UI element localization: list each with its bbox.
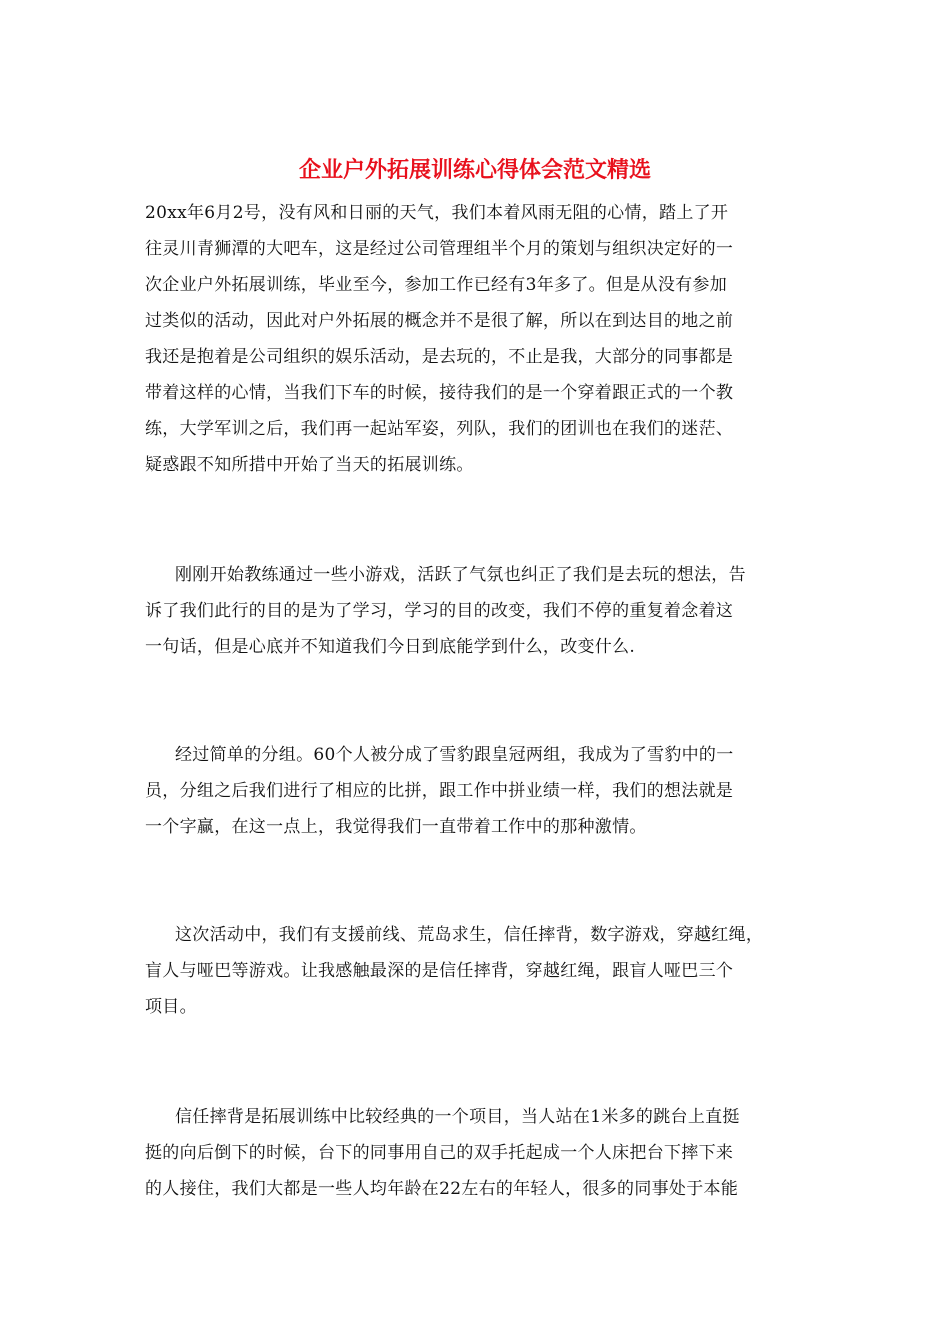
paragraph-4-line-2: 盲人与哑巴等游戏。让我感触最深的是信任摔背，穿越红绳，跟盲人哑巴三个: [145, 961, 734, 981]
paragraph-1-line-8: 疑惑跟不知所措中开始了当天的拓展训练。: [145, 455, 474, 475]
paragraph-2-line-1: 刚刚开始教练通过一些小游戏，活跃了气氛也纠正了我们是去玩的想法，告: [175, 565, 746, 585]
paragraph-3-line-3: 一个字赢，在这一点上，我觉得我们一直带着工作中的那种激情。: [145, 817, 647, 837]
paragraph-2-line-2: 诉了我们此行的目的是为了学习，学习的目的改变，我们不停的重复着念着这: [145, 601, 734, 621]
paragraph-5-line-1: 信任摔背是拓展训练中比较经典的一个项目，当人站在1米多的跳台上直挺: [175, 1107, 740, 1127]
paragraph-4-line-1: 这次活动中，我们有支援前线、荒岛求生，信任摔背，数字游戏，穿越红绳，: [175, 925, 764, 945]
paragraph-5-line-2: 挺的向后倒下的时候，台下的同事用自己的双手托起成一个人床把台下摔下来: [145, 1143, 734, 1163]
paragraph-4-line-3: 项目。: [145, 997, 197, 1017]
document-title: 企业户外拓展训练心得体会范文精选: [298, 157, 651, 183]
paragraph-1-line-1: 20xx年6月2号，没有风和日丽的天气，我们本着风雨无阻的心情，踏上了开: [145, 203, 729, 223]
paragraph-1-line-3: 次企业户外拓展训练，毕业至今，参加工作已经有3年多了。但是从没有参加: [145, 275, 728, 295]
paragraph-1-line-5: 我还是抱着是公司组织的娱乐活动，是去玩的，不止是我，大部分的同事都是: [145, 347, 734, 367]
paragraph-1-line-6: 带着这样的心情，当我们下车的时候，接待我们的是一个穿着跟正式的一个教: [145, 383, 734, 403]
paragraph-3-line-2: 员，分组之后我们进行了相应的比拼，跟工作中拼业绩一样，我们的想法就是: [145, 781, 734, 801]
paragraph-1-line-7: 练，大学军训之后，我们再一起站军姿，列队，我们的团训也在我们的迷茫、: [145, 419, 734, 439]
paragraph-5-line-3: 的人接住，我们大都是一些人均年龄在22左右的年轻人，很多的同事处于本能: [145, 1179, 739, 1199]
paragraph-2-line-3: 一句话，但是心底并不知道我们今日到底能学到什么，改变什么.: [145, 637, 636, 657]
paragraph-3-line-1: 经过简单的分组。60个人被分成了雪豹跟皇冠两组，我成为了雪豹中的一: [175, 745, 734, 765]
paragraph-1-line-2: 往灵川青狮潭的大吧车，这是经过公司管理组半个月的策划与组织决定好的一: [145, 239, 734, 259]
paragraph-1-line-4: 过类似的活动，因此对户外拓展的概念并不是很了解，所以在到达目的地之前: [145, 311, 734, 331]
